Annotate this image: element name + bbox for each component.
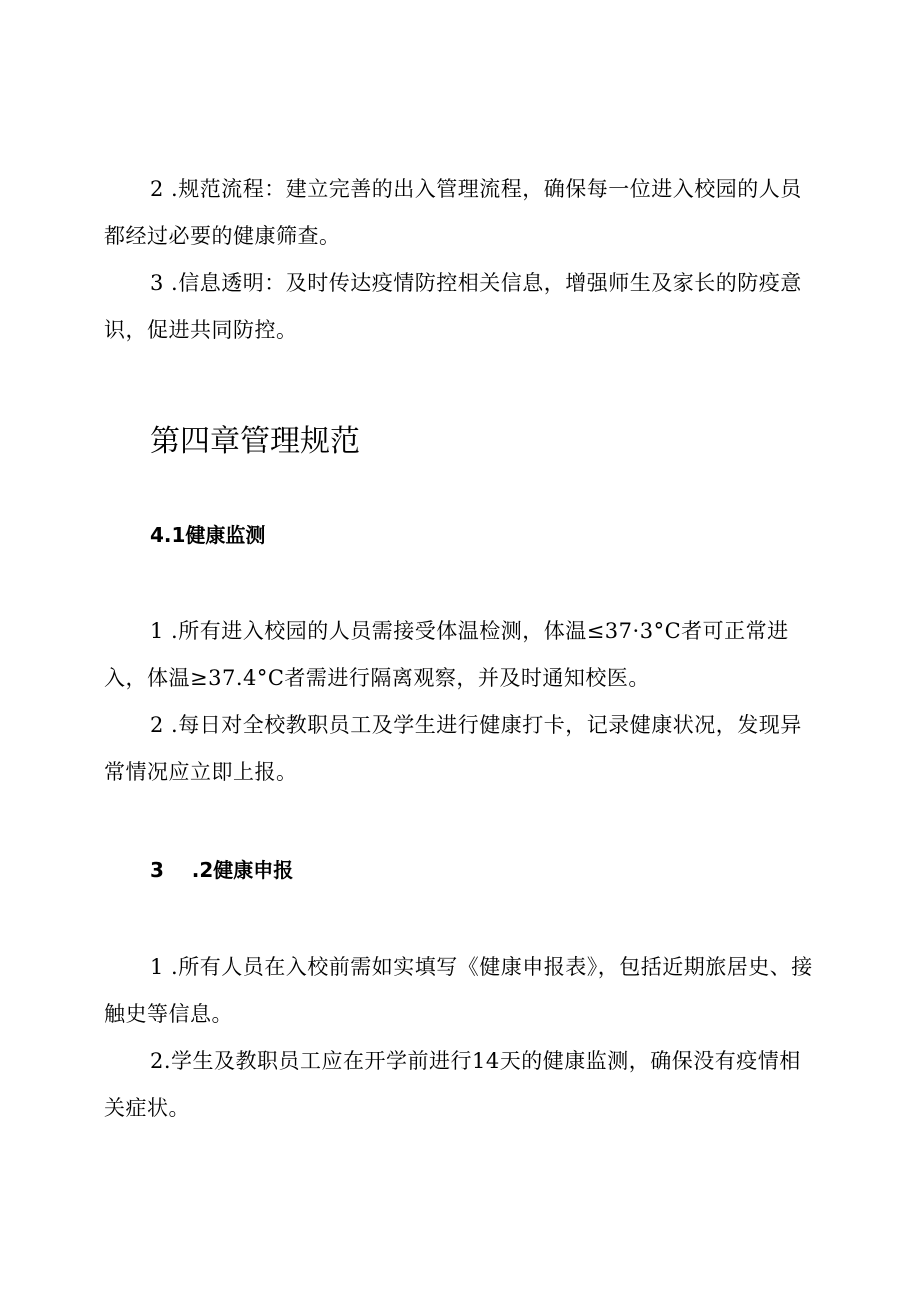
section-heading-health-monitoring: 4.1健康监测 (150, 523, 266, 547)
section-heading-health-declaration: 3 .2健康申报 (150, 858, 294, 882)
chapter-title: 第四章管理规范 (150, 424, 360, 459)
paragraph-daily-health-checkin: 2 .每日对全校教职员工及学生进行健康打卡，记录健康状况，发现异常情况应立即上报。 (104, 713, 802, 784)
paragraph-14-day-monitoring: 2.学生及教职员工应在开学前进行14天的健康监测，确保没有疫情相关症状。 (104, 1049, 801, 1120)
paragraph-health-declaration-form: 1 .所有人员在入校前需如实填写《健康申报表》，包括近期旅居史、接触史等信息。 (104, 955, 813, 1026)
paragraph-temperature-check: 1 .所有进入校园的人员需接受体温检测，体温≤37·3°C者可正常进入，体温≥37.4°C者需进行隔离观察，并及时通知校医。 (104, 619, 789, 690)
paragraph-standard-process: 2 .规范流程：建立完善的出入管理流程，确保每一位进入校园的人员都经过必要的健康筛查。 (104, 177, 802, 248)
paragraph-information-transparency: 3 .信息透明：及时传达疫情防控相关信息，增强师生及家长的防疫意识，促进共同防控。 (104, 271, 802, 342)
